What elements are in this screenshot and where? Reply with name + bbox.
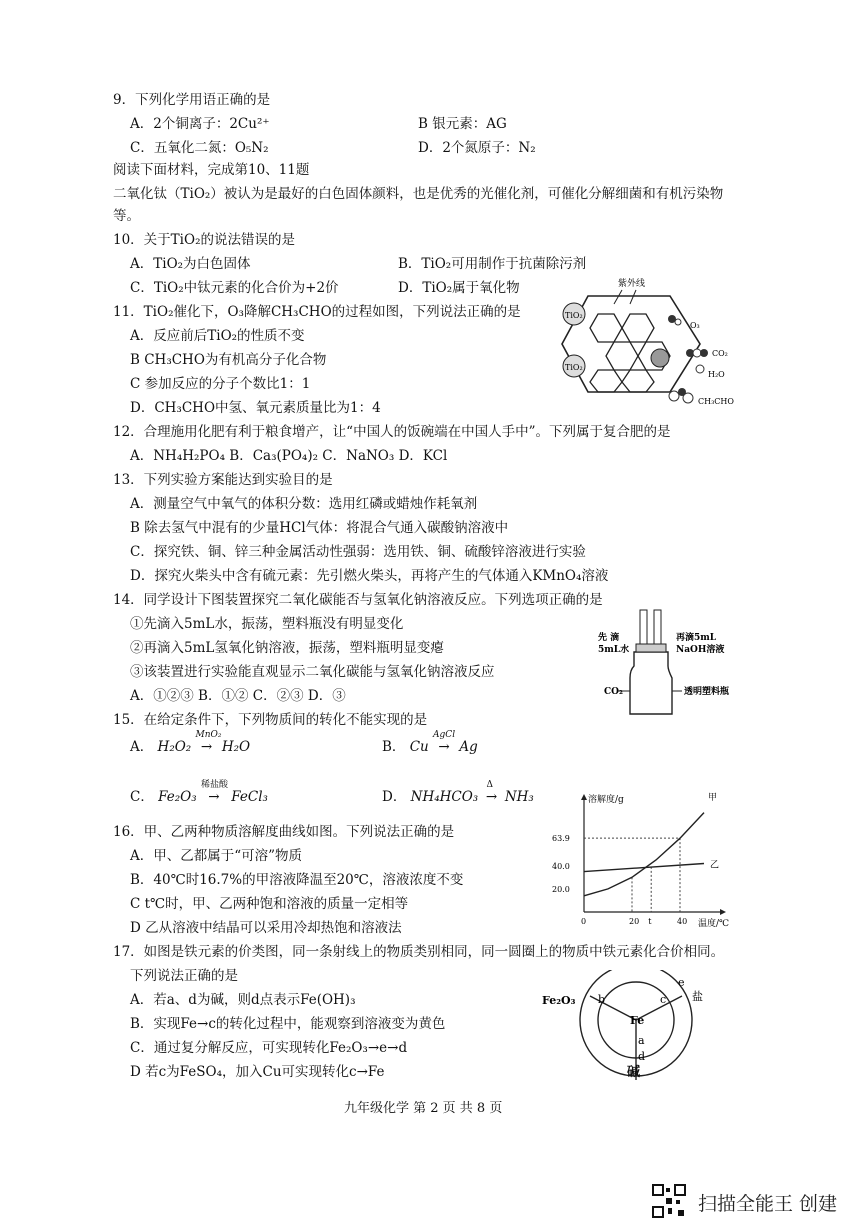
y-tick-label: 63.9: [552, 834, 570, 844]
text-line: A．2个铜离子：2Cu²⁺: [130, 116, 270, 132]
svg-text:d: d: [638, 1050, 646, 1063]
text-line: 11．TiO₂催化下，O₃降解CH₃CHO的过程如图，下列说法正确的是: [113, 304, 521, 320]
series-label: 甲: [708, 793, 718, 803]
text-line: 下列说法正确的是: [130, 968, 238, 984]
text-line: A．TiO₂为白色固体: [130, 256, 251, 272]
q15-option-a: A． H₂O₂ MnO₂ → H₂O: [130, 730, 251, 755]
text-line: A．甲、乙都属于“可溶”物质: [130, 848, 303, 864]
y-tick-label: 20.0: [552, 884, 570, 894]
x-axis-arrow: [720, 909, 726, 915]
svg-text:TiO₂: TiO₂: [565, 363, 583, 372]
text-line: C．TiO₂中钛元素的化合价为+2价: [130, 280, 339, 296]
svg-text:a: a: [638, 1034, 645, 1047]
text-line: 等。: [113, 208, 140, 224]
text-line: 12．合理施用化肥有利于粮食增产，让“中国人的饭碗端在中国人手中”。下列属于复合肥的是: [113, 424, 671, 440]
x-tick-label: 0: [581, 917, 587, 926]
text-line: B．40℃时16.7%的甲溶液降温至20℃，溶液浓度不变: [130, 872, 464, 888]
text-line: D．CH₃CHO中氢、氧元素质量比为1：4: [130, 400, 381, 416]
series-line: [584, 864, 704, 872]
svg-text:TiO₂: TiO₂: [565, 311, 583, 320]
photocatalysis-diagram: [540, 274, 750, 414]
text-line: B 除去氢气中混有的少量HCl气体：将混合气通入碳酸钠溶液中: [130, 520, 509, 536]
q15-option-d: D． NH₄HCO₃ Δ → NH₃: [382, 780, 534, 805]
text-line: 17．如图是铁元素的价类图，同一条射线上的物质类别相同，同一圆圈上的物质中铁元素化合价相同。: [113, 944, 725, 960]
svg-text:e: e: [678, 976, 685, 989]
text-line: D 若c为FeSO₄，加入Cu可实现转化c→Fe: [130, 1064, 385, 1080]
text-line: A．NH₄H₂PO₄ B．Ca₃(PO₄)₂ C．NaNO₃ D．KCl: [130, 448, 448, 464]
text-line: 9．下列化学用语正确的是: [113, 92, 271, 108]
svg-text:再滴5mL: 再滴5mL: [676, 633, 717, 643]
text-line: 13．下列实验方案能达到实验目的是: [113, 472, 333, 488]
chart-xlabel: 温度/℃: [698, 919, 730, 929]
qr-code-icon: [652, 1184, 686, 1218]
text-line: ③该装置进行实验能直观显示二氧化碳能与氢氧化钠溶液反应: [130, 664, 495, 680]
plastic-bottle-apparatus: [596, 604, 756, 720]
svg-text:5mL水: 5mL水: [598, 645, 630, 655]
q15-option-b: B． Cu AgCl → Ag: [382, 730, 478, 755]
text-line: B．TiO₂可用制作于抗菌除污剂: [398, 256, 587, 272]
svg-text:紫外线: 紫外线: [618, 279, 646, 289]
chart-ylabel: 溶解度/g: [588, 795, 624, 805]
text-line: C 参加反应的分子个数比1：1: [130, 376, 311, 392]
text-line: C t℃时，甲、乙两种饱和溶液的质量一定相等: [130, 896, 409, 912]
page-footer: 九年级化学 第 2 页 共 8 页: [344, 1101, 503, 1116]
y-axis-arrow: [581, 794, 587, 800]
scanner-watermark: 扫描全能王 创建: [697, 1193, 837, 1215]
q15-option-c: C． Fe₂O₃ 稀盐酸 → FeCl₃: [130, 780, 268, 805]
text-line: A．若a、d为碱，则d点表示Fe(OH)₃: [130, 992, 356, 1008]
x-tick-label: 20: [629, 917, 640, 926]
series-label: 乙: [710, 860, 720, 871]
text-line: B 银元素：AG: [418, 116, 507, 132]
text-line: 阅读下面材料，完成第10、11题: [113, 162, 310, 178]
text-line: B．实现Fe→c的转化过程中，能观察到溶液变为黄色: [130, 1016, 446, 1032]
text-line: 10．关于TiO₂的说法错误的是: [113, 232, 295, 248]
text-line: D 乙从溶液中结晶可以采用冷却热饱和溶液法: [130, 920, 402, 936]
svg-text:盐: 盐: [692, 990, 703, 1003]
svg-text:先 滴: 先 滴: [598, 633, 620, 643]
svg-text:透明塑料瓶: 透明塑料瓶: [684, 687, 730, 697]
text-line: A．测量空气中氧气的体积分数：选用红磷或蜡烛作耗氧剂: [130, 496, 478, 512]
svg-text:b: b: [598, 993, 606, 1006]
text-line: C．探究铁、铜、锌三种金属活动性强弱：选用铁、铜、硫酸锌溶液进行实验: [130, 544, 586, 560]
solubility-chart: [548, 788, 738, 934]
svg-text:NaOH溶液: NaOH溶液: [676, 645, 725, 655]
svg-text:CO₂: CO₂: [604, 687, 623, 697]
x-tick-label: t: [648, 917, 652, 926]
text-line: ②再滴入5mL氢氧化钠溶液，振荡，塑料瓶明显变瘪: [130, 640, 444, 656]
text-line: B CH₃CHO为有机高分子化合物: [130, 352, 327, 368]
text-line: A．反应前后TiO₂的性质不变: [130, 328, 305, 344]
text-line: 14．同学设计下图装置探究二氧化碳能否与氢氧化钠溶液反应。下列选项正确的是: [113, 592, 603, 608]
svg-text:CO₂: CO₂: [712, 349, 728, 358]
text-line: 16．甲、乙两种物质溶解度曲线如图。下列说法正确的是: [113, 824, 455, 840]
text-line: D．2个氮原子：N₂: [418, 140, 536, 156]
svg-text:Fe₂O₃: Fe₂O₃: [542, 994, 576, 1007]
text-line: D．TiO₂属于氧化物: [398, 280, 520, 296]
text-line: C．五氧化二氮：O₅N₂: [130, 140, 269, 156]
series-line: [584, 813, 704, 896]
text-line: 15．在给定条件下，下列物质间的转化不能实现的是: [113, 712, 428, 728]
text-line: A．①②③ B．①② C．②③ D．③: [130, 688, 346, 704]
svg-text:O₃: O₃: [690, 321, 700, 330]
base-label: 碱: [627, 1065, 641, 1080]
svg-text:Fe: Fe: [630, 1014, 645, 1027]
text-line: ①先滴入5mL水，振荡，塑料瓶没有明显变化: [130, 616, 404, 632]
svg-text:c: c: [660, 993, 667, 1006]
svg-text:H₂O: H₂O: [708, 370, 725, 379]
svg-text:CH₃CHO: CH₃CHO: [698, 397, 734, 406]
x-tick-label: 40: [677, 917, 688, 926]
y-tick-label: 40.0: [552, 861, 570, 871]
text-line: 二氧化钛（TiO₂）被认为是最好的白色固体颜料，也是优秀的光催化剂，可催化分解细菌和有机污染物: [113, 186, 724, 202]
text-line: C．通过复分解反应，可实现转化Fe₂O₃→e→d: [130, 1040, 408, 1056]
text-line: D．探究火柴头中含有硫元素：先引燃火柴头，再将产生的气体通入KMnO₄溶液: [130, 568, 609, 584]
